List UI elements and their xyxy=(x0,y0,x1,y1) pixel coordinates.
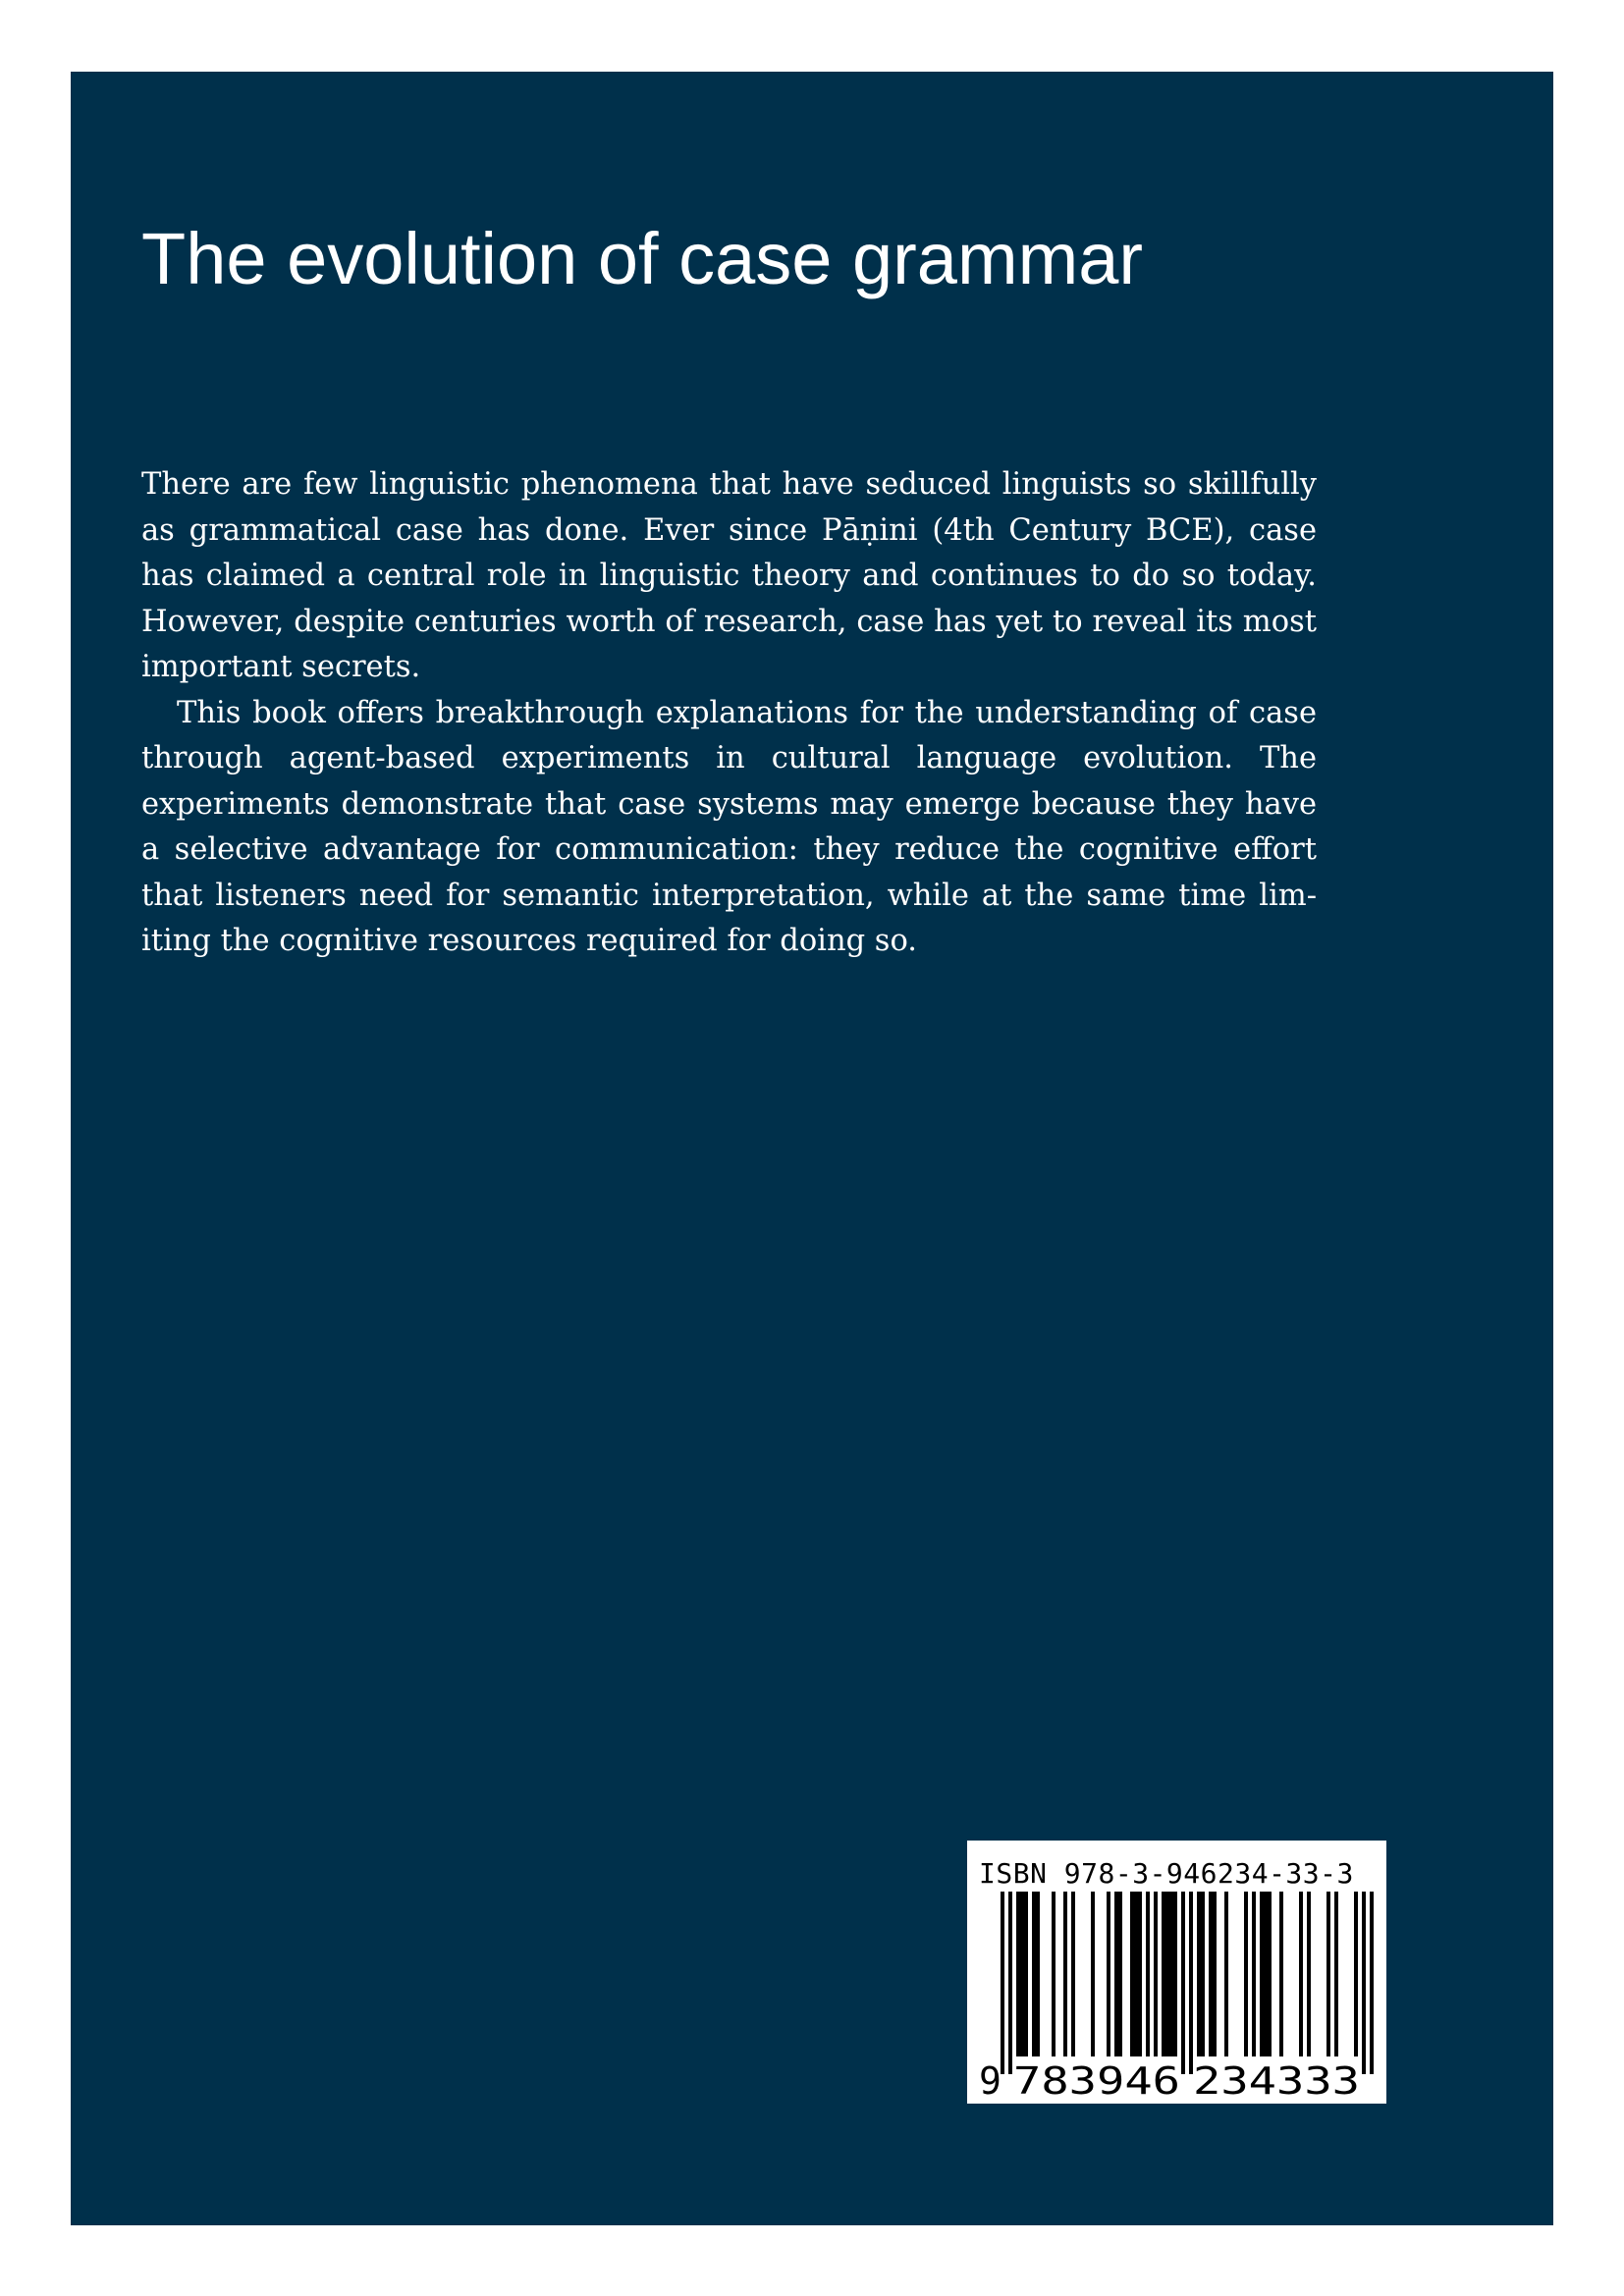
barcode-bar xyxy=(1173,1892,1177,2056)
barcode-bar xyxy=(1071,1892,1075,2056)
barcode-bar xyxy=(1154,1892,1158,2056)
barcode-bar xyxy=(1213,1892,1217,2056)
barcode-bar xyxy=(1016,1892,1020,2056)
barcode-bar xyxy=(1032,1892,1036,2056)
book-blurb xyxy=(141,462,1317,965)
barcode-bar xyxy=(1020,1892,1024,2056)
barcode-bar xyxy=(1201,1892,1205,2056)
barcode-right-digits: 234333 xyxy=(1193,2059,1360,2103)
barcode-bar xyxy=(1197,1892,1201,2056)
barcode-bars xyxy=(967,1841,1386,2104)
barcode-bar xyxy=(1162,1892,1165,2056)
barcode-bar xyxy=(1063,1892,1067,2056)
book-title: The evolution of case grammar xyxy=(141,218,1144,299)
barcode-bar xyxy=(1134,1892,1138,2056)
barcode-bar xyxy=(1107,1892,1110,2056)
barcode-bar xyxy=(1169,1892,1173,2056)
barcode-bar xyxy=(1024,1892,1028,2056)
barcode-bar xyxy=(1299,1892,1303,2056)
barcode-bar xyxy=(1307,1892,1311,2056)
barcode-bar xyxy=(1268,1892,1272,2056)
barcode-bar xyxy=(1189,1892,1193,2074)
barcode-bar xyxy=(1264,1892,1268,2056)
barcode-bar xyxy=(1326,1892,1330,2056)
barcode-bar xyxy=(1036,1892,1040,2056)
barcode-bar xyxy=(1370,1892,1374,2074)
barcode-bar xyxy=(1146,1892,1150,2056)
barcode-bar xyxy=(1252,1892,1256,2056)
blurb-paragraph-1: There are few linguistic phenomena that have seduced linguists so skillfully as grammatical case has done. Ever since Pāṇini (4th Century BCE), case has claimed a central role in linguistic theory and continues to do so today. However, despite centuries worth of research, case has yet to reveal its most important secrets. xyxy=(141,467,1317,684)
barcode-bar xyxy=(1114,1892,1118,2056)
barcode-bar xyxy=(1354,1892,1358,2056)
barcode-bar xyxy=(1279,1892,1283,2056)
barcode-bar xyxy=(1362,1892,1366,2074)
blurb-paragraph-2: This book offers breakthrough explanations for the understanding of case through agent-based experiments in cultural language evolution. The experiments demonstrate that case systems may emerge because they have a selective advantage for communication: they reduce the cognitive effort that listeners need for semantic interpretation, while at the same time limiting the cognitive resources required for doing so. xyxy=(141,695,1317,958)
barcode-bar xyxy=(1244,1892,1248,2056)
barcode-bar xyxy=(1091,1892,1095,2056)
barcode-bar xyxy=(1001,1892,1004,2074)
barcode-bar xyxy=(1118,1892,1122,2056)
isbn-barcode xyxy=(967,1841,1386,2104)
barcode-bar xyxy=(1224,1892,1228,2056)
barcode-bar xyxy=(1052,1892,1056,2056)
barcode-bar xyxy=(1334,1892,1338,2056)
barcode-bar xyxy=(1165,1892,1169,2056)
barcode-bar xyxy=(1130,1892,1134,2056)
barcode-bar xyxy=(1138,1892,1142,2056)
barcode-left-digits: 783946 xyxy=(1013,2059,1180,2103)
isbn-label: ISBN 978-3-946234-33-3 xyxy=(979,1857,1354,1890)
barcode-first-digit: 9 xyxy=(979,2059,1001,2103)
barcode-bar xyxy=(1181,1892,1185,2074)
barcode-bar xyxy=(1260,1892,1264,2056)
barcode-bar xyxy=(1008,1892,1012,2074)
barcode-bar xyxy=(1209,1892,1213,2056)
